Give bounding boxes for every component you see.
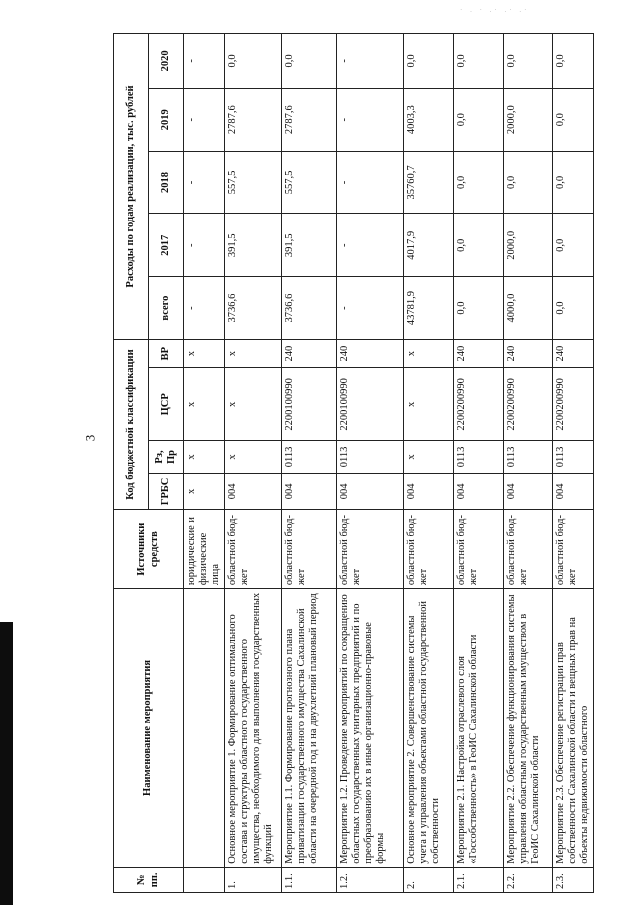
row-2019: 2787,6	[225, 88, 282, 151]
row-csr: 2200200990	[454, 368, 504, 441]
header-year: 2017	[149, 214, 184, 277]
row-2017: 391,5	[282, 214, 337, 277]
row-num: 2.	[404, 867, 454, 892]
row-source: юридические и физические лица	[184, 510, 225, 589]
header-vr: ВР	[149, 339, 184, 367]
row-2018: 0,0	[553, 151, 594, 214]
row-vr: 240	[504, 339, 553, 367]
row-csr: 2200200990	[504, 368, 553, 441]
row-grbs: 004	[404, 473, 454, 509]
row-2020: -	[184, 34, 225, 89]
header-year: 2019	[149, 88, 184, 151]
row-2017: -	[337, 214, 404, 277]
row-2020: 0,0	[504, 34, 553, 89]
row-rzpr: x	[225, 441, 282, 473]
row-2018: 557,5	[225, 151, 282, 214]
row-total: 43781,9	[404, 277, 454, 340]
row-2018: 35760,7	[404, 151, 454, 214]
row-grbs: 004	[504, 473, 553, 509]
row-num: 1.	[225, 867, 282, 892]
rotated-page	[113, 33, 613, 893]
header-csr: ЦСР	[149, 368, 184, 441]
row-total: 3736,6	[225, 277, 282, 340]
row-total: 4000,0	[504, 277, 553, 340]
row-2020: 0,0	[225, 34, 282, 89]
row-name	[184, 589, 225, 868]
page-number: 3	[82, 434, 98, 442]
table-row	[404, 34, 454, 893]
row-2017: 4017,9	[404, 214, 454, 277]
row-vr: x	[404, 339, 454, 367]
row-num: 2.2.	[504, 867, 553, 892]
row-name: Мероприятие 1.1. Формирование прогнозного плана приватизации государственного имущества Сахалинской области на очередной год и на двухлетний плановый период	[282, 589, 337, 868]
header-year: 2018	[149, 151, 184, 214]
row-total: 3736,6	[282, 277, 337, 340]
row-grbs: 004	[553, 473, 594, 509]
table-row	[282, 34, 337, 893]
header-expenses: Расходы по годам реализации, тыс. рублей	[114, 34, 149, 340]
row-2019: -	[184, 88, 225, 151]
table-row	[337, 34, 404, 893]
header-num: № пп.	[114, 867, 184, 892]
row-total: 0,0	[454, 277, 504, 340]
row-grbs: 004	[282, 473, 337, 509]
row-grbs: 004	[225, 473, 282, 509]
row-2017: 0,0	[553, 214, 594, 277]
header-grbs: ГРБС	[149, 473, 184, 509]
header-total: всего	[149, 277, 184, 340]
row-2017: 2000,0	[504, 214, 553, 277]
row-num: 1.2.	[337, 867, 404, 892]
row-vr: 240	[553, 339, 594, 367]
row-name: Основное мероприятие 1. Формирование оптимального состава и структуры областного государственного имущества, необходимого для выполнения государственных функций	[225, 589, 282, 868]
row-2018: 0,0	[504, 151, 553, 214]
row-source: областной бюд-жет	[225, 510, 282, 589]
row-vr: 240	[454, 339, 504, 367]
row-vr: 240	[337, 339, 404, 367]
header-name: Наименование мероприятия	[114, 589, 184, 868]
row-rzpr: 0113	[337, 441, 404, 473]
header-sources: Источники средств	[114, 510, 184, 589]
header-row-1	[114, 34, 149, 893]
row-2019: -	[337, 88, 404, 151]
row-csr: 2200200990	[553, 368, 594, 441]
row-2020: 0,0	[454, 34, 504, 89]
row-2019: 4003,3	[404, 88, 454, 151]
row-vr: 240	[282, 339, 337, 367]
row-2018: -	[337, 151, 404, 214]
row-grbs: 004	[454, 473, 504, 509]
table-row	[553, 34, 594, 893]
row-vr: x	[225, 339, 282, 367]
row-rzpr: x	[184, 441, 225, 473]
row-num: 2.3.	[553, 867, 594, 892]
row-csr: 2200100990	[337, 368, 404, 441]
row-num: 2.1.	[454, 867, 504, 892]
row-total: -	[337, 277, 404, 340]
row-2019: 2787,6	[282, 88, 337, 151]
row-grbs: 004	[337, 473, 404, 509]
header-rz-pr: Рз, Пр	[149, 441, 184, 473]
row-2020: 0,0	[282, 34, 337, 89]
row-2017: -	[184, 214, 225, 277]
scan-edge-bar	[0, 622, 13, 905]
table-row	[225, 34, 282, 893]
row-rzpr: 0113	[454, 441, 504, 473]
table-row	[184, 34, 225, 893]
row-rzpr: 0113	[504, 441, 553, 473]
row-2018: 0,0	[454, 151, 504, 214]
row-source: областной бюд-жет	[404, 510, 454, 589]
table-row	[504, 34, 553, 893]
row-vr: x	[184, 339, 225, 367]
row-csr: x	[184, 368, 225, 441]
row-name: Мероприятие 2.3. Обеспечение регистрации прав собственности Сахалинской области и вещных прав на объекты недвижимости областного	[553, 589, 594, 868]
table-row	[454, 34, 504, 893]
header-budget-code: Код бюджетной классификации	[114, 339, 149, 509]
row-csr: 2200100990	[282, 368, 337, 441]
row-csr: x	[225, 368, 282, 441]
row-2018: -	[184, 151, 225, 214]
row-name: Основное мероприятие 2. Совершенствование системы учета и управления объектами областной государственной собственности	[404, 589, 454, 868]
row-rzpr: x	[404, 441, 454, 473]
row-source: областной бюд-жет	[282, 510, 337, 589]
row-2020: -	[337, 34, 404, 89]
row-2018: 557,5	[282, 151, 337, 214]
row-source: областной бюд-жет	[553, 510, 594, 589]
program-table	[113, 33, 594, 893]
row-source: областной бюд-жет	[504, 510, 553, 589]
row-num	[184, 867, 225, 892]
row-2020: 0,0	[553, 34, 594, 89]
scan-noise: · . · .· .· .·	[460, 6, 530, 14]
row-2017: 391,5	[225, 214, 282, 277]
row-2019: 0,0	[454, 88, 504, 151]
row-num: 1.1.	[282, 867, 337, 892]
row-total: -	[184, 277, 225, 340]
row-name: Мероприятие 1.2. Проведение мероприятий по сокращению областных государственных унитарных предприятий и по преобразованию их в иные организационно-правовые формы	[337, 589, 404, 868]
row-rzpr: 0113	[553, 441, 594, 473]
row-source: областной бюд-жет	[337, 510, 404, 589]
row-2017: 0,0	[454, 214, 504, 277]
row-total: 0,0	[553, 277, 594, 340]
row-grbs: x	[184, 473, 225, 509]
row-rzpr: 0113	[282, 441, 337, 473]
row-name: Мероприятие 2.2. Обеспечение функционирования системы управления областным государственным имуществом в ГеоИС Сахалинской области	[504, 589, 553, 868]
row-csr: x	[404, 368, 454, 441]
row-2020: 0,0	[404, 34, 454, 89]
row-2019: 2000,0	[504, 88, 553, 151]
row-name: Мероприятие 2.1. Настройка отраслевого слоя «Госсобственность» в ГеоИС Сахалинской области	[454, 589, 504, 868]
row-source: областной бюд-жет	[454, 510, 504, 589]
header-year: 2020	[149, 34, 184, 89]
row-2019: 0,0	[553, 88, 594, 151]
